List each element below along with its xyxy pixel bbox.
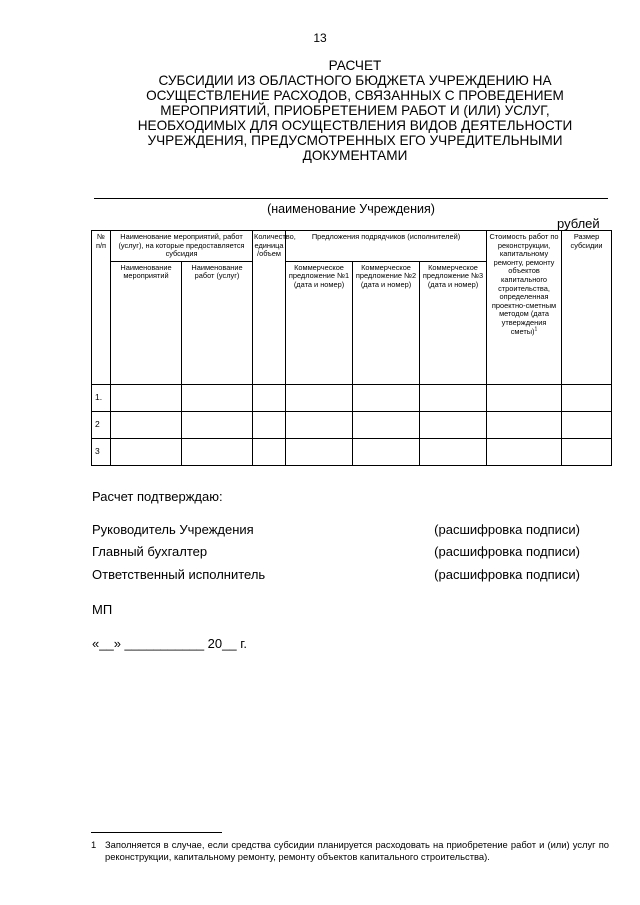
signature-label: Ответственный исполнитель — [92, 567, 266, 582]
header-offer2: Коммерческое предложение №2 (дата и номер) — [353, 261, 420, 384]
table-cell — [562, 411, 612, 438]
date-line: «__» ___________ 20__ г. — [92, 636, 247, 651]
table-cell — [111, 384, 182, 411]
title-line: НЕОБХОДИМЫХ ДЛЯ ОСУЩЕСТВЛЕНИЯ ВИДОВ ДЕЯТЕЛЬНОСТИ — [137, 118, 573, 133]
title-line: РАСЧЕТ — [328, 58, 382, 73]
table-cell — [182, 438, 253, 465]
title-line: ОСУЩЕСТВЛЕНИЕ РАСХОДОВ, СВЯЗАННЫХ С ПРОВЕДЕНИЕМ — [146, 88, 564, 103]
table-cell — [353, 411, 420, 438]
table-cell — [182, 411, 253, 438]
signature-label: Главный бухгалтер — [92, 544, 208, 559]
table-cell — [253, 384, 286, 411]
table-row — [92, 384, 612, 411]
row-number: 2 — [92, 411, 111, 438]
header-offers: Предложения подрядчиков (исполнителей) — [286, 231, 487, 262]
table-cell — [420, 411, 487, 438]
table-cell — [562, 438, 612, 465]
stamp-place: МП — [92, 602, 113, 617]
table-cell — [111, 438, 182, 465]
header-offer1: Коммерческое предложение №1 (дата и номер) — [286, 261, 353, 384]
institution-name-line — [94, 198, 608, 199]
header-offer3: Коммерческое предложение №3 (дата и номер) — [420, 261, 487, 384]
signature-label: Руководитель Учреждения — [92, 522, 254, 537]
table-cell — [286, 384, 353, 411]
table-cell — [420, 384, 487, 411]
confirmation-text: Расчет подтверждаю: — [92, 489, 223, 504]
header-quantity: Количество, единица /объем — [253, 231, 286, 385]
currency-unit: рублей — [557, 216, 600, 231]
page-number: 13 — [313, 31, 327, 45]
institution-caption: (наименование Учреждения) — [267, 202, 435, 216]
table-cell — [487, 384, 562, 411]
calculation-table — [91, 230, 612, 466]
header-cost-text: Стоимость работ по реконструкции, капитальному ремонту, ремонту объектов капитального строительства, определенная проектно-сметным методом (дата утверждения сметы) — [489, 232, 559, 336]
table-cell — [182, 384, 253, 411]
table-cell — [286, 411, 353, 438]
footnote-number: 1 — [91, 839, 97, 850]
document-title — [95, 58, 615, 163]
title-line: ДОКУМЕНТАМИ — [302, 148, 408, 163]
table-cell — [487, 438, 562, 465]
table-row — [92, 438, 612, 465]
table-cell — [111, 411, 182, 438]
footnote-ref: 1 — [534, 326, 538, 333]
row-number: 3 — [92, 438, 111, 465]
signature-decode: (расшифровка подписи) — [434, 544, 580, 559]
footnote-text: Заполняется в случае, если средства субсидии планируется расходовать на приобретение работ и (или) услуг по реконструкции, капитальному ремонту, ремонту объектов капитального строительства). — [105, 839, 609, 862]
title-line: СУБСИДИИ ИЗ ОБЛАСТНОГО БЮДЖЕТА УЧРЕЖДЕНИЮ НА — [158, 73, 552, 88]
title-line: УЧРЕЖДЕНИЯ, ПРЕДУСМОТРЕННЫХ ЕГО УЧРЕДИТЕЛЬНЫМИ — [147, 133, 563, 148]
table-cell — [286, 438, 353, 465]
table-cell — [420, 438, 487, 465]
header-cost — [487, 231, 562, 385]
table-row — [92, 411, 612, 438]
row-number: 1. — [92, 384, 111, 411]
footnote — [91, 839, 609, 862]
header-num: № п/п — [92, 231, 111, 385]
table-cell — [253, 411, 286, 438]
table-cell — [253, 438, 286, 465]
title-line: МЕРОПРИЯТИЙ, ПРИОБРЕТЕНИЕМ РАБОТ И (ИЛИ) УСЛУГ, — [160, 103, 550, 118]
signature-decode: (расшифровка подписи) — [434, 522, 580, 537]
header-event-name: Наименование мероприятий — [111, 261, 182, 384]
header-subsidy: Размер субсидии — [562, 231, 612, 385]
header-events: Наименование мероприятий, работ (услуг), на которые предоставляется субсидия — [111, 231, 253, 262]
header-work-name: Наименование работ (услуг) — [182, 261, 253, 384]
table-cell — [353, 438, 420, 465]
table-cell — [353, 384, 420, 411]
signature-decode: (расшифровка подписи) — [434, 567, 580, 582]
footnote-separator — [91, 832, 222, 833]
table-cell — [487, 411, 562, 438]
table-cell — [562, 384, 612, 411]
